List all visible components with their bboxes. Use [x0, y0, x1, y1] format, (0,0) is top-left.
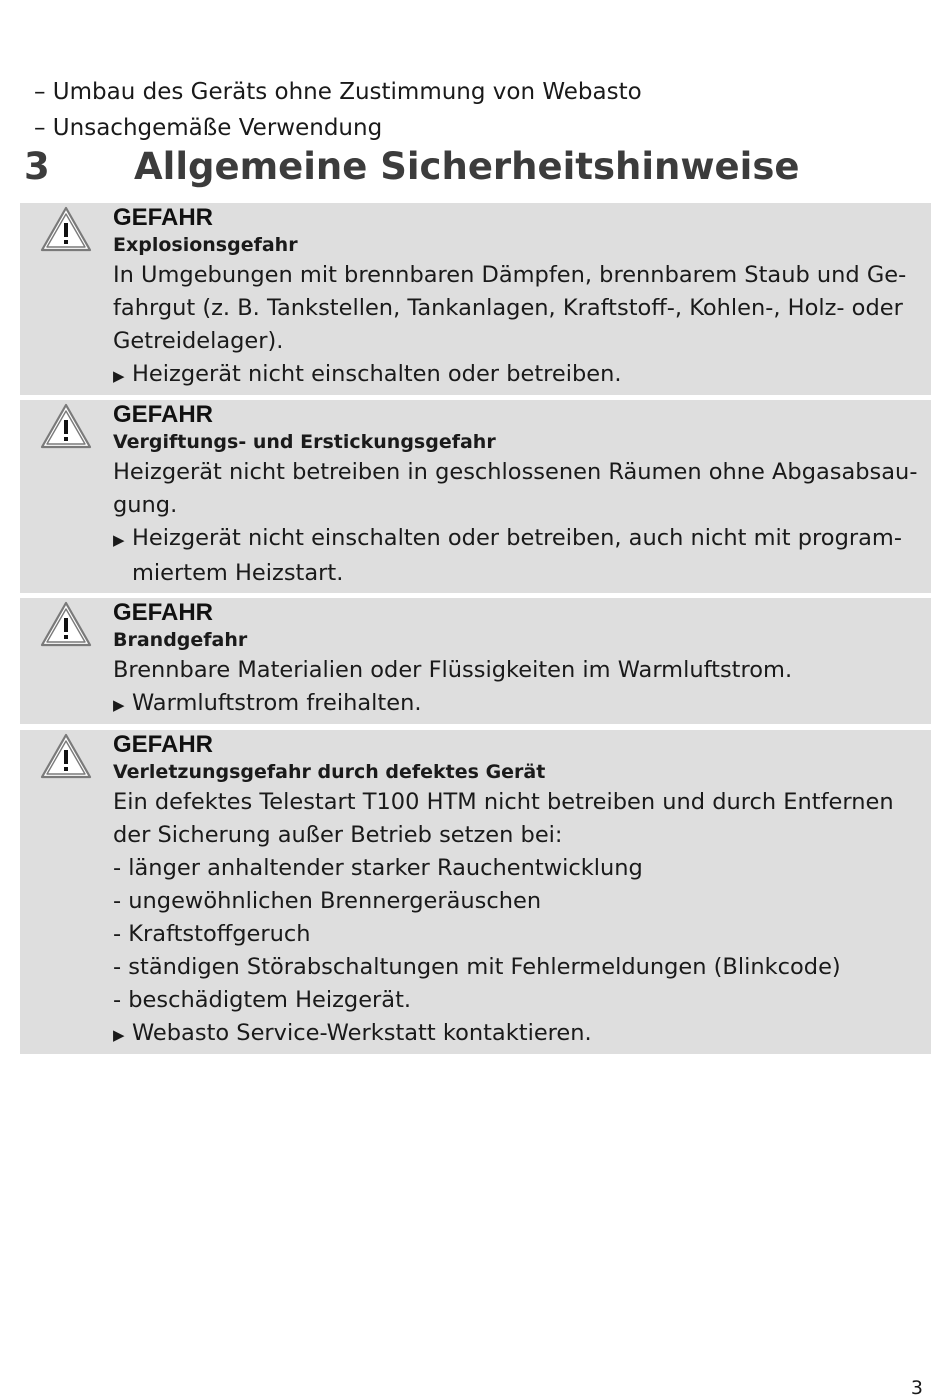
warning-content	[113, 203, 925, 393]
description-line: gung.	[113, 492, 178, 518]
action-instruction	[113, 1017, 925, 1052]
action-arrow-icon: ▶	[113, 696, 125, 714]
description-line: Ein defektes Telestart T100 HTM nicht betreiben und durch Entfernen	[113, 789, 894, 815]
hazard-description	[113, 786, 925, 1017]
description-line: - ständigen Störabschaltungen mit Fehlermeldungen (Blinkcode)	[113, 954, 841, 980]
action-instruction	[113, 687, 925, 722]
description-line: Getreidelager).	[113, 328, 284, 354]
warning-triangle-icon	[40, 601, 92, 647]
signal-word: GEFAHR	[113, 731, 214, 758]
description-line: - beschädigtem Heizgerät.	[113, 987, 412, 1013]
signal-word: GEFAHR	[113, 599, 214, 626]
action-arrow-icon: ▶	[113, 531, 125, 549]
hazard-title: Explosionsgefahr	[113, 234, 298, 256]
signal-word: GEFAHR	[113, 204, 214, 231]
hazard-description	[113, 654, 925, 687]
hazard-title: Brandgefahr	[113, 629, 248, 651]
description-line: In Umgebungen mit brennbaren Dämpfen, brennbarem Staub und Ge-	[113, 262, 907, 288]
description-line: fahrgut (z. B. Tankstellen, Tankanlagen, Kraftstoff-, Kohlen-, Holz- oder	[113, 295, 903, 321]
warning-content	[113, 598, 925, 722]
warning-content	[113, 730, 925, 1052]
action-text: Warmluftstrom freihalten.	[132, 690, 422, 716]
action-text: Heizgerät nicht einschalten oder betreiben.	[132, 361, 622, 387]
bullet-item: – Unsachgemäße Verwendung	[34, 115, 383, 141]
warning-box-fire	[20, 598, 931, 724]
hazard-title: Vergiftungs- und Erstickungsgefahr	[113, 431, 496, 453]
warning-box-defective-device	[20, 730, 931, 1054]
description-line: der Sicherung außer Betrieb setzen bei:	[113, 822, 563, 848]
action-text: Webasto Service-Werkstatt kontaktieren.	[132, 1020, 592, 1046]
bullet-list	[34, 74, 642, 146]
description-line: Brennbare Materialien oder Flüssigkeiten im Warmluftstrom.	[113, 657, 793, 683]
action-instruction	[113, 358, 925, 393]
hazard-title: Verletzungsgefahr durch defektes Gerät	[113, 761, 546, 783]
signal-word: GEFAHR	[113, 401, 214, 428]
section-number: 3	[24, 145, 50, 188]
page-number: 3	[910, 1377, 923, 1399]
action-arrow-icon: ▶	[113, 367, 125, 385]
bullet-item: – Umbau des Geräts ohne Zustimmung von Webasto	[34, 79, 642, 105]
description-line: - ungewöhnlichen Brennergeräuschen	[113, 888, 542, 914]
warning-triangle-icon	[40, 206, 92, 252]
section-heading	[24, 145, 799, 188]
description-line: Heizgerät nicht betreiben in geschlossenen Räumen ohne Abgasabsau-	[113, 459, 918, 485]
warning-content	[113, 400, 925, 590]
action-instruction	[113, 522, 925, 557]
hazard-description	[113, 456, 925, 522]
action-arrow-icon: ▶	[113, 1026, 125, 1044]
action-text-continued: miertem Heizstart.	[132, 560, 344, 586]
warning-triangle-icon	[40, 403, 92, 449]
section-title: Allgemeine Sicherheitshinweise	[134, 145, 800, 188]
warning-box-poisoning	[20, 400, 931, 593]
description-line: - länger anhaltender starker Rauchentwicklung	[113, 855, 643, 881]
warning-box-explosion	[20, 203, 931, 395]
description-line: - Kraftstoffgeruch	[113, 921, 311, 947]
warning-triangle-icon	[40, 733, 92, 779]
hazard-description	[113, 259, 925, 358]
action-text: Heizgerät nicht einschalten oder betreiben, auch nicht mit program-	[132, 525, 902, 551]
